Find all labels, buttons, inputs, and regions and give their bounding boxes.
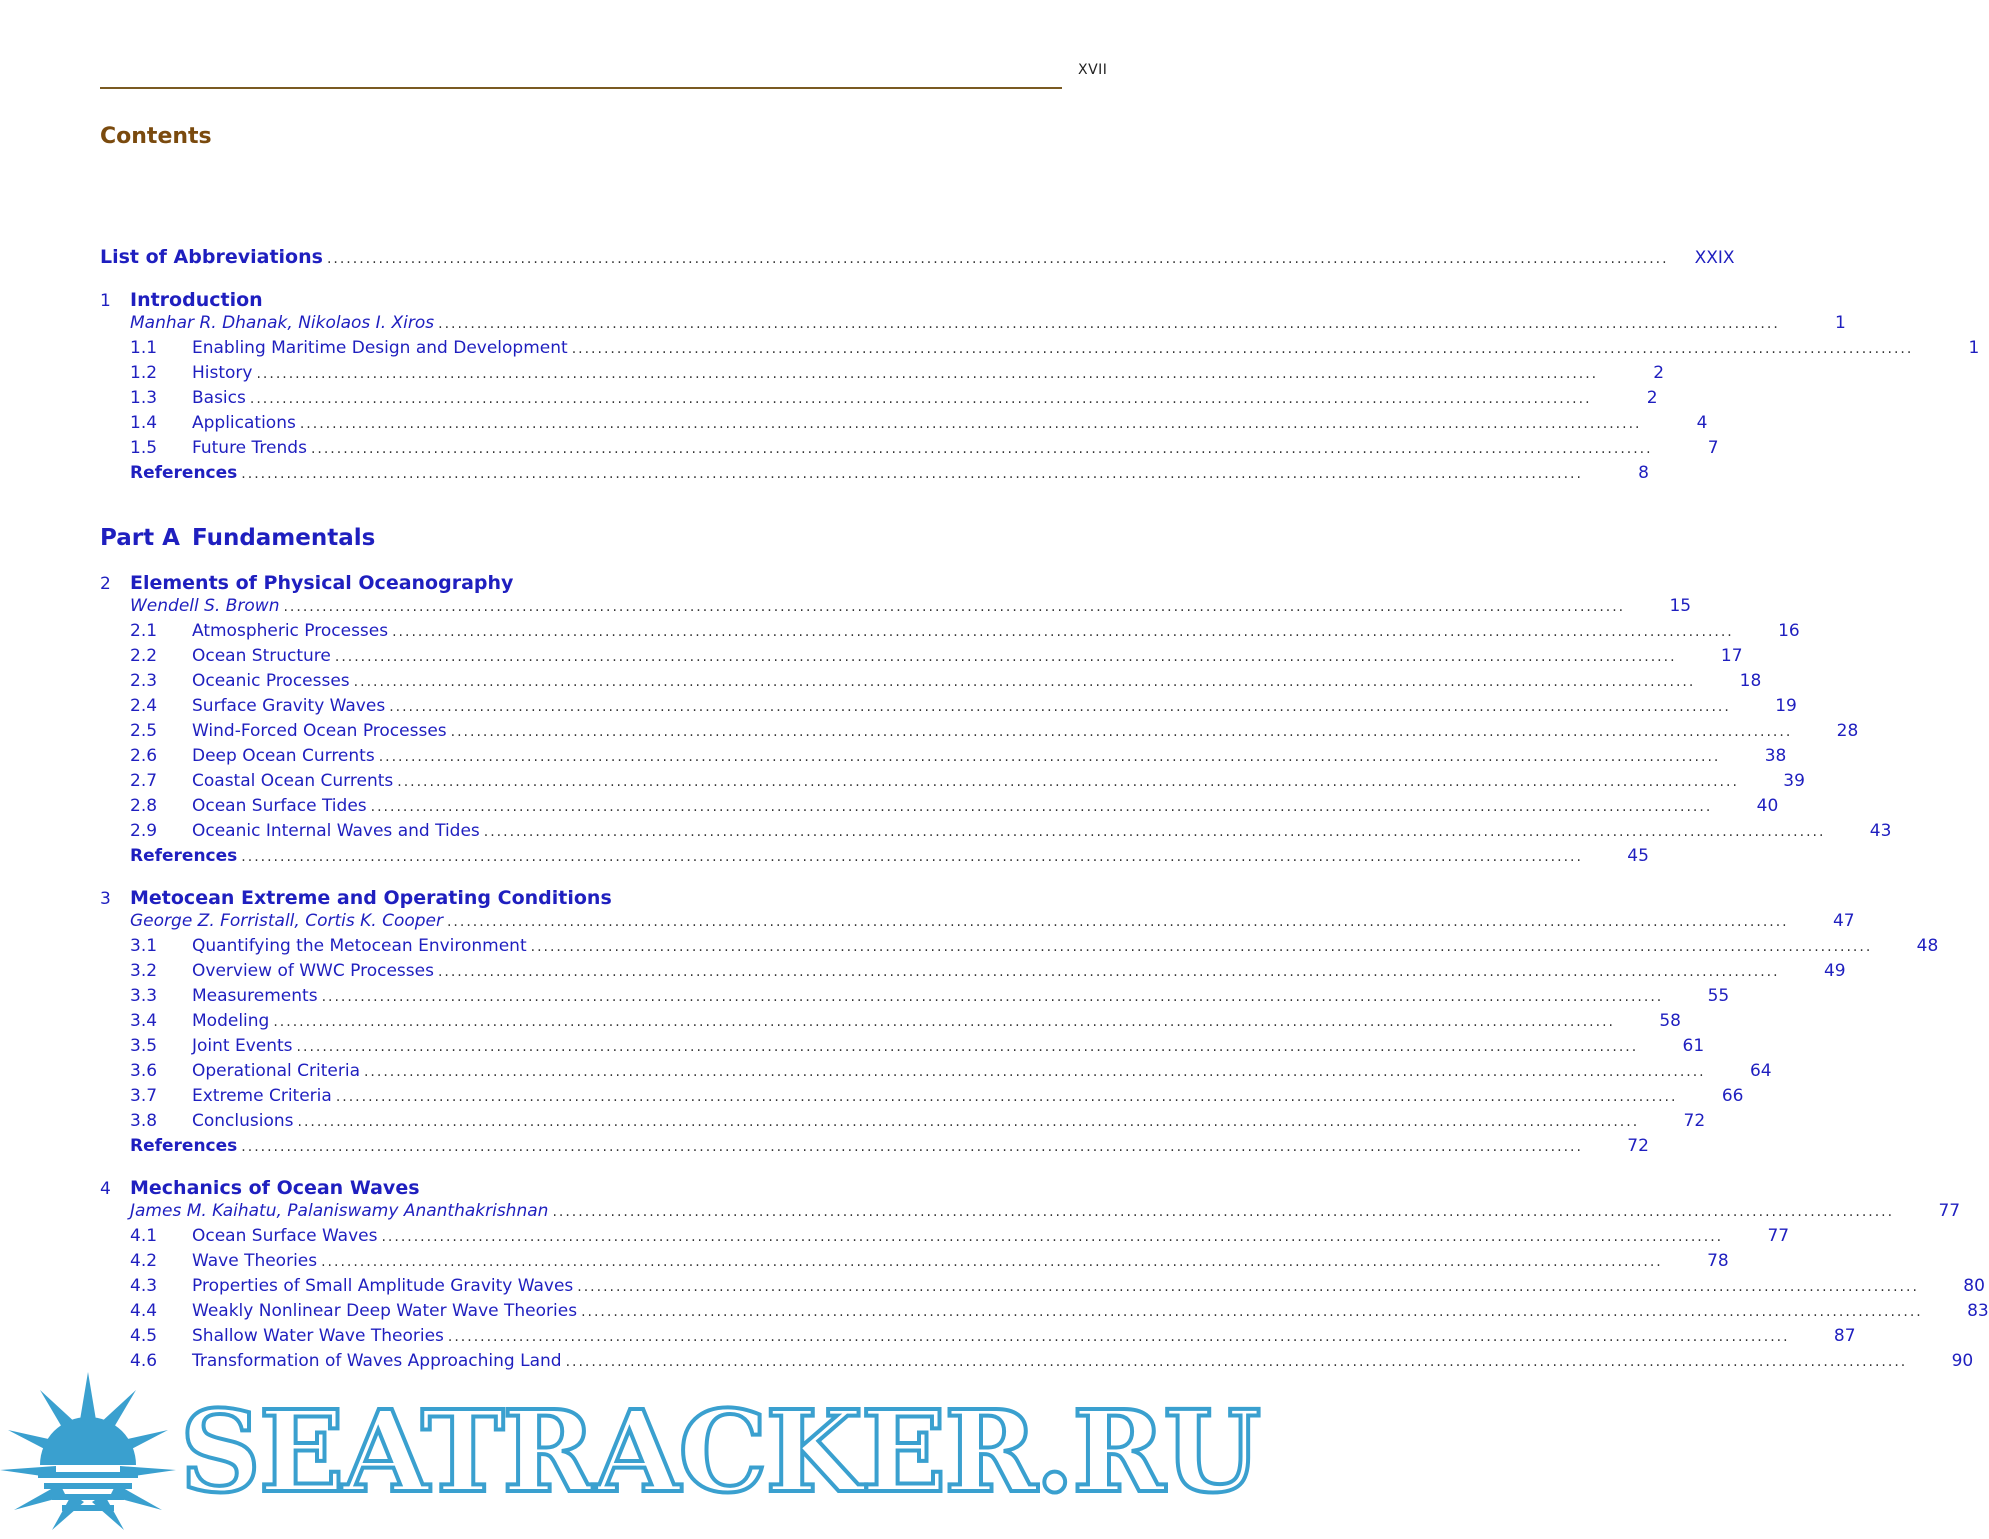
watermark-text: SEATRACKER.RU: [180, 1387, 1260, 1518]
section-page: 2: [1653, 363, 1665, 383]
leader-dots: [572, 337, 1914, 362]
section-number: 3.8: [130, 1111, 158, 1131]
part-heading[interactable]: [100, 525, 375, 551]
toc-section[interactable]: [130, 644, 1743, 669]
section-title: Ocean Structure: [192, 646, 331, 666]
toc-section[interactable]: [130, 744, 1787, 769]
toc-section[interactable]: [130, 411, 1708, 436]
section-page: 1: [1968, 338, 1980, 358]
section-title: Properties of Small Amplitude Gravity Waves: [192, 1276, 574, 1296]
section-number: 4.4: [130, 1301, 158, 1321]
section-page: 58: [1659, 1011, 1681, 1031]
section-page: 90: [1951, 1351, 1974, 1371]
toc-references[interactable]: [130, 461, 1649, 486]
section-title: Basics: [192, 388, 246, 408]
section-number: 2.2: [130, 646, 158, 666]
section-number: 4.6: [130, 1351, 158, 1371]
chapter-authors[interactable]: [130, 909, 1855, 934]
leader-dots: [336, 1085, 1678, 1110]
section-title: Surface Gravity Waves: [192, 696, 386, 716]
section-number: 4.1: [130, 1226, 158, 1246]
section-page: 2: [1646, 388, 1658, 408]
section-title: Overview of WWC Processes: [192, 961, 434, 981]
references-page: 45: [1627, 846, 1649, 866]
toc-section[interactable]: [130, 1324, 1856, 1349]
section-number: 1.3: [130, 388, 158, 408]
chapter-title: Introduction: [130, 289, 263, 311]
section-number: 3.5: [130, 1036, 158, 1056]
section-page: 49: [1823, 961, 1846, 981]
authors-label: Manhar R. Dhanak, Nikolaos I. Xiros: [130, 313, 435, 333]
authors-label: James M. Kaihatu, Palaniswamy Ananthakrishnan: [130, 1201, 549, 1221]
toc-section[interactable]: [130, 934, 1939, 959]
leader-dots: [256, 362, 1598, 387]
section-number: 2.9: [130, 821, 158, 841]
section-page: 48: [1916, 936, 1939, 956]
toc-entry-page: XXIX: [1694, 248, 1735, 268]
chapter-heading[interactable]: [100, 287, 263, 314]
chapter-title: Metocean Extreme and Operating Conditions: [130, 887, 612, 909]
toc-section[interactable]: [130, 984, 1730, 1009]
chapter-authors[interactable]: [130, 594, 1692, 619]
leader-dots: [484, 820, 1826, 845]
leader-dots: [438, 312, 1780, 337]
section-page: 83: [1967, 1301, 1989, 1321]
section-page: 78: [1707, 1251, 1729, 1271]
references-page: 72: [1627, 1136, 1649, 1156]
leader-dots: [397, 770, 1739, 795]
chapter-number: 3: [100, 889, 111, 909]
leader-dots: [300, 412, 1642, 437]
leader-dots: [451, 720, 1793, 745]
section-page: 87: [1833, 1326, 1856, 1346]
section-page: 4: [1696, 413, 1708, 433]
toc-section[interactable]: [130, 794, 1779, 819]
section-number: 1.2: [130, 363, 158, 383]
section-page: 55: [1707, 986, 1730, 1006]
section-title: Wave Theories: [192, 1251, 318, 1271]
leader-dots: [298, 1110, 1640, 1135]
section-number: 2.8: [130, 796, 158, 816]
toc-references[interactable]: [130, 1134, 1649, 1159]
section-title: History: [192, 363, 253, 383]
section-page: 66: [1721, 1086, 1744, 1106]
section-page: 72: [1683, 1111, 1706, 1131]
toc-entry-page: 15: [1669, 596, 1692, 616]
leader-dots: [371, 795, 1713, 820]
leader-dots: [241, 845, 1583, 870]
leader-dots: [381, 1225, 1723, 1250]
leader-dots: [581, 1300, 1923, 1325]
section-number: 1.4: [130, 413, 158, 433]
references-page: 8: [1638, 463, 1649, 483]
toc-section[interactable]: [130, 1084, 1744, 1109]
references-label: References: [130, 1136, 238, 1156]
toc-section[interactable]: [130, 1249, 1729, 1274]
toc-section[interactable]: [130, 769, 1805, 794]
section-number: 3.1: [130, 936, 158, 956]
leader-dots: [448, 1325, 1790, 1350]
toc-section[interactable]: [130, 386, 1658, 411]
section-title: Enabling Maritime Design and Development: [192, 338, 568, 358]
section-number: 2.6: [130, 746, 158, 766]
section-number: 4.2: [130, 1251, 158, 1271]
chapter-authors[interactable]: [130, 1199, 1961, 1224]
chapter-heading[interactable]: [100, 570, 513, 597]
section-title: Wind-Forced Ocean Processes: [192, 721, 447, 741]
section-number: 4.3: [130, 1276, 158, 1296]
section-number: 3.2: [130, 961, 158, 981]
chapter-number: 1: [100, 291, 111, 311]
leader-dots: [389, 695, 1731, 720]
leader-dots: [392, 620, 1734, 645]
leader-dots: [311, 437, 1653, 462]
toc-section[interactable]: [130, 1274, 1985, 1299]
section-page: 64: [1749, 1061, 1772, 1081]
toc-section[interactable]: [130, 1009, 1681, 1034]
page-number: XVII: [1078, 62, 1108, 78]
section-number: 3.6: [130, 1061, 158, 1081]
section-page: 43: [1869, 821, 1892, 841]
section-page: 18: [1739, 671, 1762, 691]
section-page: 7: [1707, 438, 1719, 458]
leader-dots: [283, 595, 1625, 620]
chapter-heading[interactable]: [100, 885, 612, 912]
section-title: Future Trends: [192, 438, 307, 458]
section-title: Transformation of Waves Approaching Land: [192, 1351, 562, 1371]
section-number: 2.7: [130, 771, 158, 791]
references-label: References: [130, 463, 238, 483]
section-title: Deep Ocean Currents: [192, 746, 375, 766]
section-page: 39: [1783, 771, 1805, 791]
section-title: Modeling: [192, 1011, 270, 1031]
section-page: 17: [1720, 646, 1743, 666]
section-title: Ocean Surface Waves: [192, 1226, 378, 1246]
leader-dots: [335, 645, 1677, 670]
leader-dots: [354, 670, 1696, 695]
section-title: Measurements: [192, 986, 318, 1006]
chapter-title: Elements of Physical Oceanography: [130, 572, 514, 594]
toc-section[interactable]: [130, 694, 1797, 719]
references-label: References: [130, 846, 238, 866]
leader-dots: [321, 1250, 1663, 1275]
leader-dots: [552, 1200, 1894, 1225]
section-number: 3.3: [130, 986, 158, 1006]
section-number: 2.4: [130, 696, 158, 716]
toc-entry-page: 47: [1832, 911, 1855, 931]
section-number: 2.3: [130, 671, 158, 691]
leader-dots: [241, 1135, 1583, 1160]
leader-dots: [273, 1010, 1615, 1035]
leader-dots: [241, 462, 1583, 487]
toc-references[interactable]: [130, 844, 1649, 869]
section-page: 40: [1756, 796, 1779, 816]
part-title: Fundamentals: [192, 525, 376, 551]
section-title: Weakly Nonlinear Deep Water Wave Theories: [192, 1301, 578, 1321]
toc-section[interactable]: [130, 1034, 1705, 1059]
leader-dots: [250, 387, 1592, 412]
leader-dots: [447, 910, 1789, 935]
section-title: Shallow Water Wave Theories: [192, 1326, 444, 1346]
section-page: 28: [1836, 721, 1859, 741]
toc-section[interactable]: [130, 361, 1665, 386]
toc-entry-page: 1: [1834, 313, 1846, 333]
leader-dots: [438, 960, 1780, 985]
leader-dots: [364, 1060, 1706, 1085]
toc-section[interactable]: [130, 1224, 1790, 1249]
toc-section[interactable]: [130, 719, 1859, 744]
toc-entry-page: 77: [1938, 1201, 1961, 1221]
part-label: Part A: [100, 525, 180, 551]
leader-dots: [379, 745, 1721, 770]
contents-title: Contents: [100, 124, 212, 149]
chapter-number: 2: [100, 574, 111, 594]
section-number: 3.7: [130, 1086, 158, 1106]
chapter-heading[interactable]: [100, 1175, 420, 1202]
section-title: Atmospheric Processes: [192, 621, 389, 641]
section-title: Oceanic Processes: [192, 671, 350, 691]
section-title: Extreme Criteria: [192, 1086, 332, 1106]
watermark: [0, 1370, 1260, 1535]
section-title: Coastal Ocean Currents: [192, 771, 394, 791]
header-rule: [100, 87, 1062, 89]
toc-section[interactable]: [130, 336, 1980, 361]
section-page: 16: [1778, 621, 1800, 641]
section-page: 38: [1764, 746, 1787, 766]
leader-dots: [577, 1275, 1919, 1300]
leader-dots: [531, 935, 1873, 960]
toc-entry-abbreviations[interactable]: [100, 245, 1735, 270]
chapter-authors[interactable]: [130, 311, 1846, 336]
section-title: Conclusions: [192, 1111, 294, 1131]
authors-label: George Z. Forristall, Cortis K. Cooper: [130, 911, 443, 931]
section-number: 1.1: [130, 338, 158, 358]
leader-dots: [327, 247, 1669, 272]
toc-section[interactable]: [130, 819, 1892, 844]
leader-dots: [297, 1035, 1639, 1060]
section-number: 2.1: [130, 621, 158, 641]
section-number: 4.5: [130, 1326, 158, 1346]
section-title: Oceanic Internal Waves and Tides: [192, 821, 480, 841]
leader-dots: [322, 985, 1664, 1010]
toc-section[interactable]: [130, 619, 1800, 644]
toc-section[interactable]: [130, 1059, 1772, 1084]
toc-section[interactable]: [130, 669, 1762, 694]
toc-section[interactable]: [130, 436, 1719, 461]
section-title: Joint Events: [192, 1036, 293, 1056]
section-page: 80: [1963, 1276, 1985, 1296]
toc-section[interactable]: [130, 1299, 1989, 1324]
section-title: Applications: [192, 413, 296, 433]
section-page: 77: [1767, 1226, 1790, 1246]
section-title: Ocean Surface Tides: [192, 796, 367, 816]
section-number: 1.5: [130, 438, 158, 458]
chapter-number: 4: [100, 1179, 111, 1199]
section-title: Operational Criteria: [192, 1061, 360, 1081]
toc-section[interactable]: [130, 1109, 1706, 1134]
chapter-title: Mechanics of Ocean Waves: [130, 1177, 420, 1199]
toc-entry-label: List of Abbreviations: [100, 246, 323, 268]
section-number: 3.4: [130, 1011, 158, 1031]
section-page: 19: [1775, 696, 1797, 716]
section-title: Quantifying the Metocean Environment: [192, 936, 527, 956]
toc-section[interactable]: [130, 959, 1846, 984]
section-number: 2.5: [130, 721, 158, 741]
section-page: 61: [1682, 1036, 1705, 1056]
authors-label: Wendell S. Brown: [130, 596, 280, 616]
